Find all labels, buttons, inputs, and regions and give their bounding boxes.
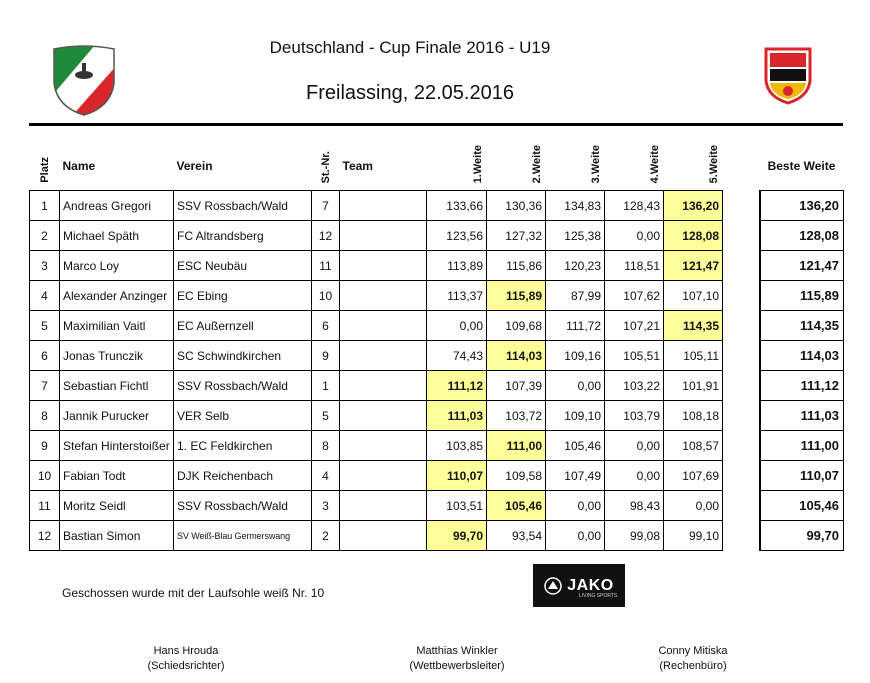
cell-weite-4: 0,00	[605, 431, 664, 461]
table-row	[30, 431, 844, 461]
signature-role: (Schiedsrichter)	[147, 660, 225, 672]
table-header-row	[30, 141, 844, 191]
cell-platz: 7	[30, 371, 60, 401]
cell-stnr: 9	[312, 341, 340, 371]
cell-stnr: 6	[312, 311, 340, 341]
cell-weite-4: 0,00	[605, 221, 664, 251]
cell-best: 128,08	[760, 221, 844, 251]
cell-stnr: 4	[312, 461, 340, 491]
cell-gap	[723, 251, 760, 281]
cell-stnr: 8	[312, 431, 340, 461]
cell-team	[340, 281, 427, 311]
jako-emblem-icon	[544, 577, 562, 595]
cell-verein: SSV Rossbach/Wald	[174, 371, 312, 401]
cell-weite-5: 99,10	[664, 521, 723, 551]
cell-team	[340, 491, 427, 521]
cell-weite-3: 0,00	[546, 521, 605, 551]
cell-platz: 10	[30, 461, 60, 491]
cell-weite-1: 110,07	[427, 461, 487, 491]
signature-name: Matthias Winkler	[416, 645, 498, 657]
cell-weite-2: 115,89	[487, 281, 546, 311]
table-row	[30, 191, 844, 221]
cell-weite-4: 118,51	[605, 251, 664, 281]
signature-calculation-office	[603, 644, 783, 674]
cell-weite-1: 103,51	[427, 491, 487, 521]
cell-gap	[723, 491, 760, 521]
cell-team	[340, 191, 427, 221]
col-header-platz: Platz	[38, 157, 51, 183]
cell-weite-1: 74,43	[427, 341, 487, 371]
sponsor-tagline: LIVING SPORTS	[579, 593, 618, 599]
cell-weite-3: 0,00	[546, 371, 605, 401]
cell-best: 114,03	[760, 341, 844, 371]
cell-platz: 3	[30, 251, 60, 281]
cell-name: Fabian Todt	[60, 461, 174, 491]
cell-weite-2: 130,36	[487, 191, 546, 221]
cell-platz: 8	[30, 401, 60, 431]
cell-weite-2: 109,68	[487, 311, 546, 341]
cell-platz: 12	[30, 521, 60, 551]
cell-weite-2: 107,39	[487, 371, 546, 401]
cell-weite-3: 134,83	[546, 191, 605, 221]
cell-stnr: 12	[312, 221, 340, 251]
sponsor-logo	[533, 564, 625, 607]
cell-name: Moritz Seidl	[60, 491, 174, 521]
cell-weite-3: 111,72	[546, 311, 605, 341]
table-row	[30, 341, 844, 371]
cell-weite-5: 101,91	[664, 371, 723, 401]
cell-weite-5: 114,35	[664, 311, 723, 341]
cell-weite-3: 87,99	[546, 281, 605, 311]
cell-name: Stefan Hinterstoißer	[60, 431, 174, 461]
col-header-w5: 5.Weite	[707, 144, 720, 183]
cell-verein: SSV Rossbach/Wald	[174, 491, 312, 521]
cell-weite-1: 99,70	[427, 521, 487, 551]
cell-name: Marco Loy	[60, 251, 174, 281]
cell-weite-4: 105,51	[605, 341, 664, 371]
cell-weite-2: 105,46	[487, 491, 546, 521]
cell-best: 111,03	[760, 401, 844, 431]
cell-weite-5: 108,57	[664, 431, 723, 461]
table-row	[30, 491, 844, 521]
cell-weite-1: 133,66	[427, 191, 487, 221]
signature-role: (Rechenbüro)	[659, 660, 727, 672]
cell-weite-4: 0,00	[605, 461, 664, 491]
cell-platz: 9	[30, 431, 60, 461]
cell-weite-2: 109,58	[487, 461, 546, 491]
cell-verein: EC Außernzell	[174, 311, 312, 341]
cell-weite-4: 107,62	[605, 281, 664, 311]
header-divider	[29, 123, 843, 126]
cell-weite-5: 0,00	[664, 491, 723, 521]
cell-team	[340, 521, 427, 551]
table-row	[30, 311, 844, 341]
cell-name: Jannik Purucker	[60, 401, 174, 431]
footer-note: Geschossen wurde mit der Laufsohle weiß Nr. 10	[62, 586, 325, 600]
signature-competition-leader	[367, 644, 547, 674]
cell-weite-3: 105,46	[546, 431, 605, 461]
cell-weite-3: 120,23	[546, 251, 605, 281]
col-header-team: Team	[342, 158, 373, 173]
cell-gap	[723, 221, 760, 251]
cell-weite-3: 125,38	[546, 221, 605, 251]
cell-weite-4: 103,79	[605, 401, 664, 431]
col-header-best: Beste Weite	[767, 158, 836, 173]
col-header-stnr: St.-Nr.	[319, 150, 332, 183]
cell-best: 105,46	[760, 491, 844, 521]
col-header-w4: 4.Weite	[648, 144, 661, 183]
cell-name: Andreas Gregori	[60, 191, 174, 221]
cell-weite-2: 111,00	[487, 431, 546, 461]
signature-role: (Wettbewerbsleiter)	[409, 660, 505, 672]
cell-verein: SSV Rossbach/Wald	[174, 191, 312, 221]
col-header-w2: 2.Weite	[530, 144, 543, 183]
signature-name: Hans Hrouda	[153, 645, 219, 657]
col-header-verein: Verein	[176, 158, 213, 173]
cell-gap	[723, 311, 760, 341]
cell-weite-4: 103,22	[605, 371, 664, 401]
cell-weite-1: 111,12	[427, 371, 487, 401]
cell-weite-4: 128,43	[605, 191, 664, 221]
cell-verein: EC Ebing	[174, 281, 312, 311]
cell-weite-3: 107,49	[546, 461, 605, 491]
cell-best: 136,20	[760, 191, 844, 221]
cell-verein: ESC Neubäu	[174, 251, 312, 281]
cell-gap	[723, 521, 760, 551]
cell-weite-5: 108,18	[664, 401, 723, 431]
cell-best: 110,07	[760, 461, 844, 491]
cell-team	[340, 371, 427, 401]
cell-verein: SC Schwindkirchen	[174, 341, 312, 371]
cell-gap	[723, 281, 760, 311]
cell-weite-5: 105,11	[664, 341, 723, 371]
cell-stnr: 3	[312, 491, 340, 521]
cell-stnr: 1	[312, 371, 340, 401]
cell-gap	[723, 341, 760, 371]
cell-best: 111,12	[760, 371, 844, 401]
table-row	[30, 401, 844, 431]
cell-name: Maximilian Vaitl	[60, 311, 174, 341]
cell-weite-4: 107,21	[605, 311, 664, 341]
cell-weite-1: 113,89	[427, 251, 487, 281]
cell-weite-5: 107,69	[664, 461, 723, 491]
cell-stnr: 11	[312, 251, 340, 281]
cell-name: Alexander Anzinger	[60, 281, 174, 311]
cell-name: Bastian Simon	[60, 521, 174, 551]
desv-logo	[764, 47, 812, 105]
cell-gap	[723, 401, 760, 431]
cell-team	[340, 401, 427, 431]
table-row	[30, 371, 844, 401]
cell-best: 115,89	[760, 281, 844, 311]
cell-gap	[723, 191, 760, 221]
col-header-w1: 1.Weite	[471, 144, 484, 183]
cell-name: Michael Späth	[60, 221, 174, 251]
cell-weite-1: 113,37	[427, 281, 487, 311]
cell-platz: 1	[30, 191, 60, 221]
signature-referee	[96, 644, 276, 674]
cell-team	[340, 221, 427, 251]
cell-weite-1: 111,03	[427, 401, 487, 431]
cell-weite-1: 123,56	[427, 221, 487, 251]
cell-weite-2: 114,03	[487, 341, 546, 371]
cell-platz: 5	[30, 311, 60, 341]
cell-weite-2: 103,72	[487, 401, 546, 431]
cell-stnr: 7	[312, 191, 340, 221]
cell-weite-5: 128,08	[664, 221, 723, 251]
cell-platz: 2	[30, 221, 60, 251]
cell-gap	[723, 371, 760, 401]
page-subtitle: Freilassing, 22.05.2016	[306, 82, 514, 104]
cell-platz: 4	[30, 281, 60, 311]
cell-stnr: 10	[312, 281, 340, 311]
cell-weite-1: 0,00	[427, 311, 487, 341]
cell-name: Jonas Trunczik	[60, 341, 174, 371]
table-row	[30, 521, 844, 551]
table-row	[30, 461, 844, 491]
cell-gap	[723, 431, 760, 461]
col-header-name: Name	[62, 158, 96, 173]
cell-platz: 11	[30, 491, 60, 521]
cell-verein: SV Weiß-Blau Germerswang	[174, 521, 312, 551]
cell-verein: VER Selb	[174, 401, 312, 431]
cell-weite-5: 136,20	[664, 191, 723, 221]
cell-weite-2: 93,54	[487, 521, 546, 551]
cell-verein: DJK Reichenbach	[174, 461, 312, 491]
cell-best: 114,35	[760, 311, 844, 341]
cell-weite-3: 109,16	[546, 341, 605, 371]
results-table	[29, 141, 844, 551]
cell-weite-4: 99,08	[605, 521, 664, 551]
cell-weite-1: 103,85	[427, 431, 487, 461]
cell-best: 111,00	[760, 431, 844, 461]
cell-name: Sebastian Fichtl	[60, 371, 174, 401]
col-header-gap	[723, 141, 760, 191]
cell-best: 121,47	[760, 251, 844, 281]
cell-weite-4: 98,43	[605, 491, 664, 521]
cell-platz: 6	[30, 341, 60, 371]
cell-weite-2: 115,86	[487, 251, 546, 281]
cell-team	[340, 431, 427, 461]
cell-weite-5: 121,47	[664, 251, 723, 281]
table-row	[30, 221, 844, 251]
cell-team	[340, 311, 427, 341]
cell-weite-2: 127,32	[487, 221, 546, 251]
sponsor-name: JAKO	[567, 576, 614, 594]
cell-verein: 1. EC Feldkirchen	[174, 431, 312, 461]
cell-team	[340, 341, 427, 371]
cell-stnr: 5	[312, 401, 340, 431]
cell-team	[340, 251, 427, 281]
page-title: Deutschland - Cup Finale 2016 - U19	[269, 38, 551, 57]
cell-verein: FC Altrandsberg	[174, 221, 312, 251]
table-row	[30, 281, 844, 311]
cell-gap	[723, 461, 760, 491]
cell-weite-3: 0,00	[546, 491, 605, 521]
signature-name: Conny Mitiska	[658, 645, 728, 657]
cell-weite-3: 109,10	[546, 401, 605, 431]
cell-weite-5: 107,10	[664, 281, 723, 311]
cell-stnr: 2	[312, 521, 340, 551]
cell-team	[340, 461, 427, 491]
table-row	[30, 251, 844, 281]
cell-best: 99,70	[760, 521, 844, 551]
col-header-w3: 3.Weite	[589, 144, 602, 183]
